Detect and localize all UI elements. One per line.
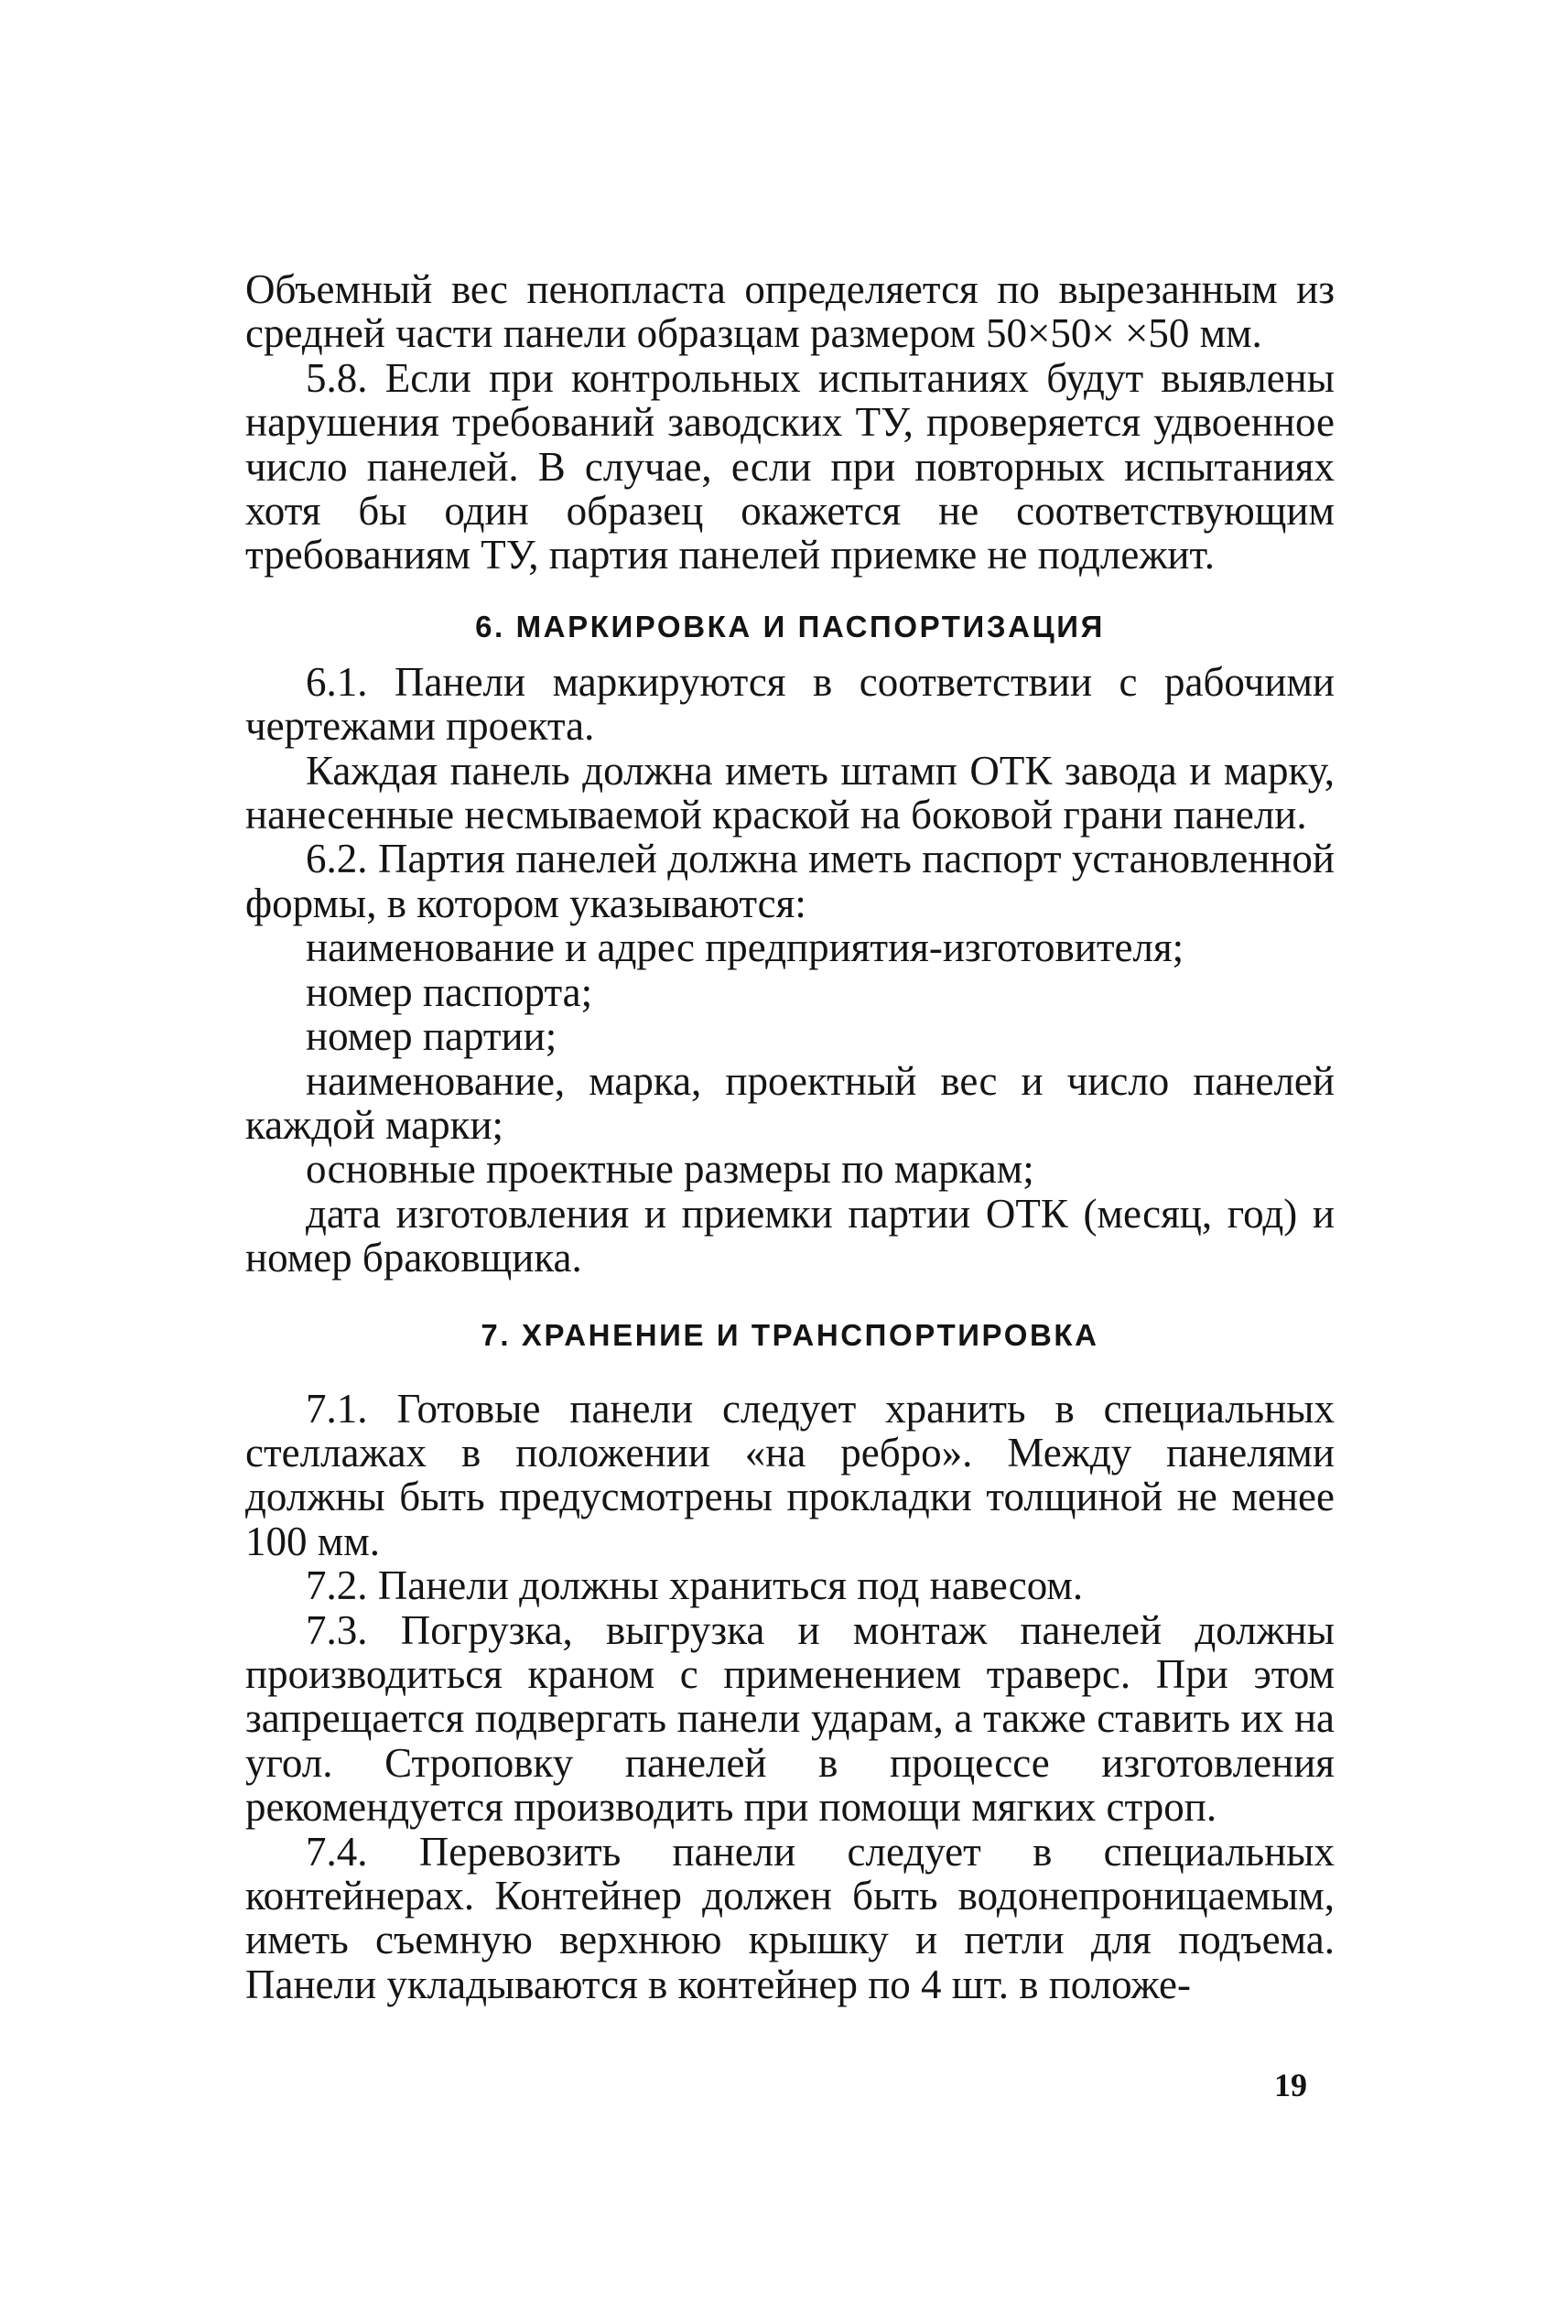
list-item: номер паспорта; xyxy=(306,968,593,1015)
paragraph-7-2: 7.2. Панели должны храниться под навесом. xyxy=(306,1562,1084,1609)
page-number: 19 xyxy=(1274,2067,1307,2103)
paragraph-6-1: 6.1. Панели маркируются в соответствии с рабочими чертежами проекта. xyxy=(245,658,1335,750)
paragraph-7-3: 7.3. Погрузка, выгрузка и монтаж панелей должны производиться краном с применением траверс. При этом запрещается подвергать панели ударам, а также ставить их на угол. Строповку панелей в процессе изготовления рекомендуется производить при помощи мягких строп. xyxy=(245,1606,1335,1831)
list-item: наименование и адрес предприятия-изготовителя; xyxy=(306,924,1184,971)
list-item: основные проектные размеры по маркам; xyxy=(306,1146,1034,1193)
section-heading-7: 7. ХРАНЕНИЕ И ТРАНСПОРТИРОВКА xyxy=(481,1317,1099,1352)
list-item: наименование, марка, проектный вес и число панелей каждой марки; xyxy=(245,1057,1335,1148)
paragraph-7-1: 7.1. Готовые панели следует хранить в специальных стеллажах в положении «на ребро». Между панелями должны быть предусмотрены прокладки толщиной не менее 100 мм. xyxy=(245,1385,1335,1564)
document-page xyxy=(245,267,1335,2006)
paragraph-6-2: 6.2. Партия панелей должна иметь паспорт установленной формы, в котором указываются: xyxy=(245,836,1335,926)
list-item: номер партии; xyxy=(306,1013,557,1060)
paragraph-stamp-marking: Каждая панель должна иметь штамп ОТК завода и марку, нанесенные несмываемой краской на боковой грани панели. xyxy=(245,747,1335,838)
section-heading-6: 6. МАРКИРОВКА И ПАСПОРТИЗАЦИЯ xyxy=(475,609,1105,643)
paragraph-volumetric-weight: Объемный вес пенопласта определяется по вырезанным из средней части панели образцам размером 50×50× ×50 мм. xyxy=(245,266,1335,357)
paragraph-5-8: 5.8. Если при контрольных испытаниях будут выявлены нарушения требований заводских ТУ, проверяется удвоенное число панелей. В случае, если при повторных испытаниях хотя бы один образец окажется не соответствующим требованиям ТУ, партия панелей приемке не подлежит. xyxy=(245,354,1335,578)
paragraph-7-4: 7.4. Перевозить панели следует в специальных контейнерах. Контейнер должен быть водонепроницаемым, иметь съемную верхнюю крышку и петли для подъема. Панели укладываются в контейнер по 4 шт. в положе- xyxy=(245,1828,1335,2007)
list-item: дата изготовления и приемки партии ОТК (месяц, год) и номер браковщика. xyxy=(245,1190,1335,1281)
